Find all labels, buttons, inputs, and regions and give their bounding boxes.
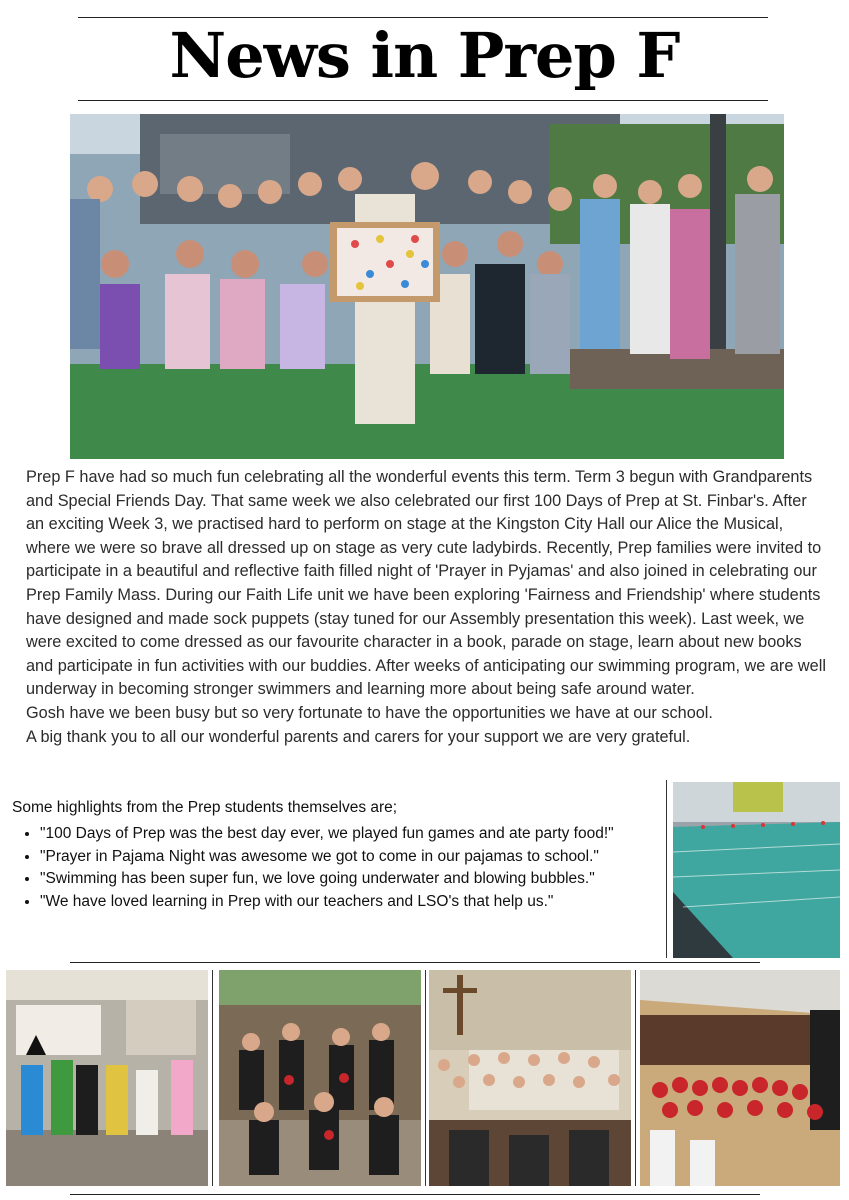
highlight-item: • "We have loved learning in Prep with our teachers and LSO's that help us." [40,891,662,914]
highlight-item: • "100 Days of Prep was the best day ever, we played fun games and ate party food!" [40,823,662,846]
highlights-section [12,797,662,913]
family-mass-photo [429,970,631,1186]
highlight-item: • "Swimming has been super fun, we love going underwater and blowing bubbles." [40,868,662,891]
title-underline [78,100,768,101]
highlights-divider-vertical [666,780,667,958]
prayer-in-pyjamas-photo [219,970,421,1186]
news-paragraph: Prep F have had so much fun celebrating all the wonderful events this term. Term 3 begun with Grandparents and Special Friends Day. That same week we also celebrated our first 100 Days of Prep at St. Finbar's. After an exciting Week 3, we practised hard to perform on stage at the Kingston City Hall our Alice the Musical, where we were so brave all dressed up on stage as very cute ladybirds. Recently, Prep families were invited to participate in a beautiful and reflective faith filled night of 'Prayer in Pyjamas' and also joined in celebrating our Prep Family Mass. During our Faith Life unit we have been exploring 'Fairness and Friendship' where students have designed and made sock puppets (stay tuned for our Assembly presentation this week). Last week, we were excited to come dressed as our favourite character in a book, parade on stage, learn about new books and participate in fun activities with our buddies. After weeks of anticipating our swimming program, we are well underway in becoming stronger swimmers and learning more about being safe around water. [26,468,826,699]
page-title: News in Prep F [169,19,680,92]
photo-divider [635,970,636,1186]
news-body [26,466,826,749]
ladybird-musical-photo [640,970,840,1186]
photos-top-rule [70,962,760,963]
photo-divider [425,970,426,1186]
highlight-item: • "Prayer in Pajama Night was awesome we got to come in our pajamas to school." [40,846,662,869]
news-line-busy: Gosh have we been busy but so very fortunate to have the opportunities we have at our school. [26,703,713,722]
highlights-intro: Some highlights from the Prep students themselves are; [12,799,398,816]
group-photo [70,114,784,459]
news-line-thanks: A big thank you to all our wonderful parents and carers for your support we are very grateful. [26,727,691,746]
bottom-rule [70,1194,760,1195]
photo-divider [212,970,213,1186]
swimming-photo [673,782,840,958]
book-week-photo [6,970,208,1186]
highlights-list [12,823,662,913]
